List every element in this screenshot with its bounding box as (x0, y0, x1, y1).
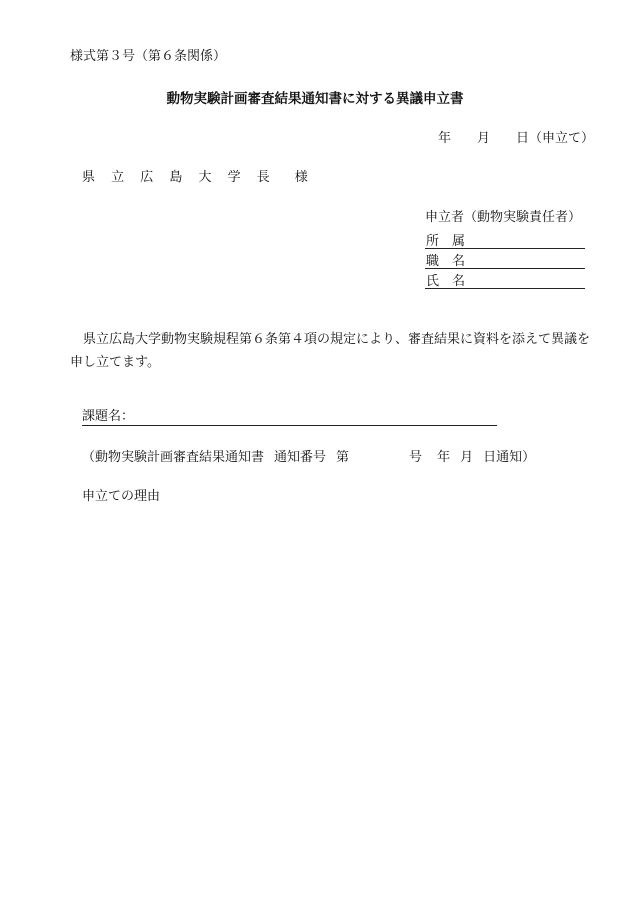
position-field[interactable] (425, 252, 585, 269)
notice-year: 年 (437, 450, 451, 465)
addressee: 県 立 広 島 大 学 長 様 (82, 170, 314, 185)
notice-month: 月 (460, 450, 474, 465)
subject-field[interactable] (82, 410, 497, 426)
name-label: 氏 名 (426, 274, 466, 289)
reason-label: 申立ての理由 (82, 489, 161, 504)
notice-no-go: 号 (409, 450, 423, 465)
body-text: 県立広島大学動物実験規程第６条第４項の規定により、審査結果に資料を添えて異議を申し立てます。 (70, 332, 591, 370)
year-label: 年 (438, 131, 452, 146)
form-number: 様式第３号（第６条関係） (70, 49, 227, 64)
applicant-heading: 申立者（動物実験責任者） (425, 210, 582, 225)
day-label: 日（申立て） (516, 131, 595, 146)
subject-label: 課題名： (82, 409, 135, 424)
notice-no-label: 通知番号 (274, 450, 327, 465)
notice-ref-open: （動物実験計画審査結果通知書 (82, 450, 265, 465)
affiliation-field[interactable] (425, 232, 585, 249)
applicant-block (425, 211, 585, 292)
document-title: 動物実験計画審査結果通知書に対する異議申立書 (166, 91, 464, 107)
month-label: 月 (477, 131, 491, 146)
name-field[interactable] (425, 272, 585, 289)
notice-reference (82, 451, 535, 464)
affiliation-label: 所 属 (426, 234, 466, 249)
date-line (438, 132, 594, 145)
position-label: 職 名 (426, 254, 466, 269)
notice-day: 日通知） (483, 450, 536, 465)
notice-no-dai: 第 (336, 450, 350, 465)
